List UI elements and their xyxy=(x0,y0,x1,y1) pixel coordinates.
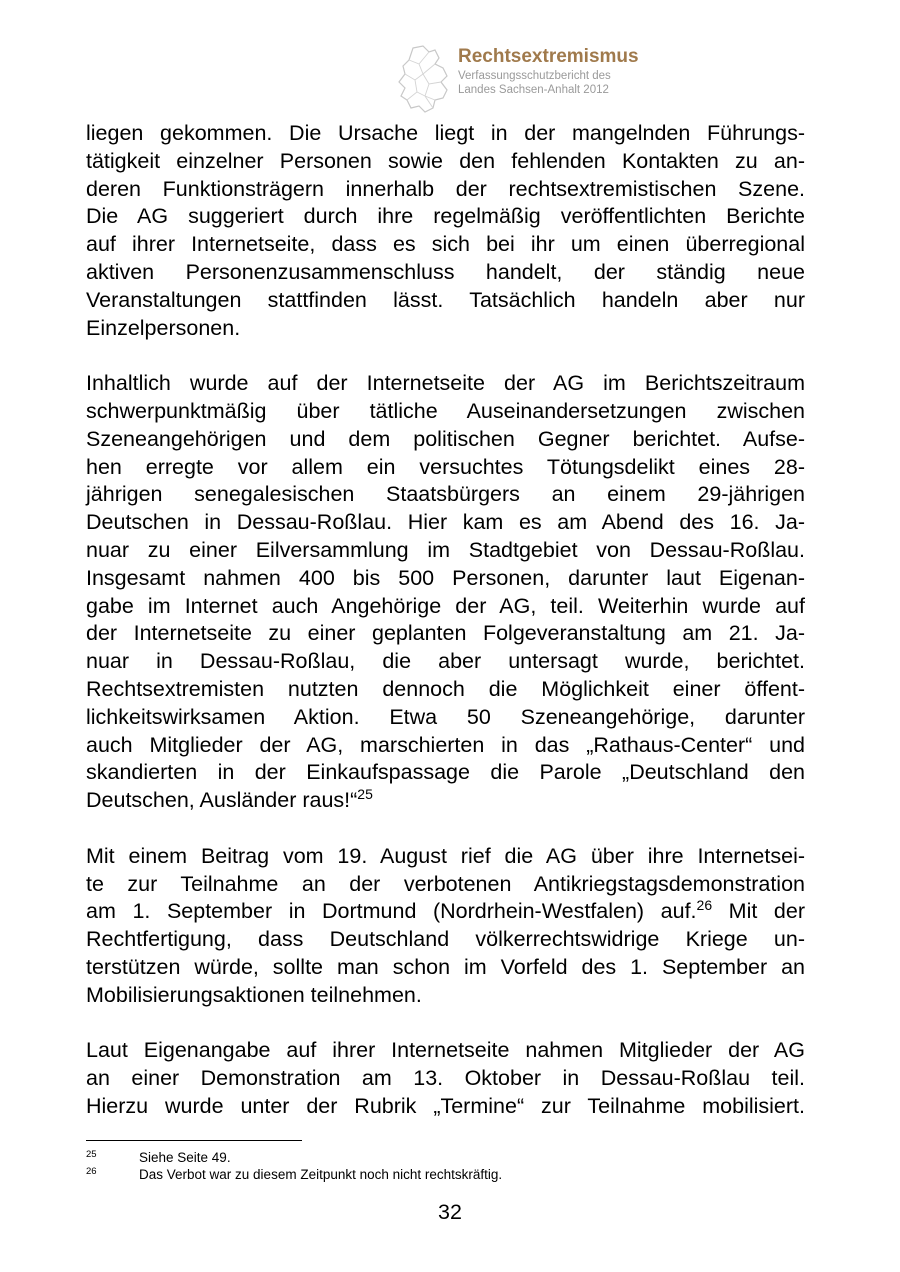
text-line: tätigkeit einzelner Personen sowie den fehlenden Kontakten zu an- xyxy=(86,148,805,173)
text-line: lichkeitswirksamen Aktion. Etwa 50 Szeneangehörige, darunter xyxy=(86,704,805,729)
footnote-ref-26[interactable]: 26 xyxy=(696,897,713,914)
text-line: Laut Eigenangabe auf ihrer Internetseite nahmen Mitglieder der AG xyxy=(86,1038,805,1063)
paragraph-3 xyxy=(86,843,805,1010)
header-subtitle-line1: Verfassungsschutzbericht des xyxy=(458,70,611,82)
paragraph-2 xyxy=(86,370,805,815)
text-line: Hierzu wurde unter der Rubrik „Termine“ zur Teilnahme mobilisiert. xyxy=(86,1093,805,1118)
main-text xyxy=(86,120,805,1121)
text-line-continuation: Mit der xyxy=(712,899,805,924)
text-line: Inhaltlich wurde auf der Internetseite der AG im Berichtszeitraum xyxy=(86,371,805,396)
text-line xyxy=(86,787,805,815)
paragraph-4 xyxy=(86,1037,805,1120)
footnote-text: Das Verbot war zu diesem Zeitpunkt noch nicht rechtskräftig. xyxy=(139,1167,503,1182)
footnote-number: 26 xyxy=(86,1166,97,1177)
header-subtitle-line2: Landes Sachsen-Anhalt 2012 xyxy=(458,84,609,96)
text-line: Einzelpersonen. xyxy=(86,315,241,340)
text-line: auch Mitglieder der AG, marschierten in das „Rathaus-Center“ und xyxy=(86,732,805,757)
text-line: nuar zu einer Eilversammlung im Stadtgebiet von Dessau-Roßlau. xyxy=(86,537,805,562)
footnote-ref-25[interactable]: 25 xyxy=(357,786,373,803)
text-line-content: Deutschen, Ausländer raus!“ xyxy=(86,788,358,813)
text-line: Rechtfertigung, dass Deutschland völkerrechtswidrige Kriege un- xyxy=(86,927,805,952)
text-line: liegen gekommen. Die Ursache liegt in der mangelnden Führungs- xyxy=(86,121,805,145)
paragraph-1 xyxy=(86,120,805,342)
text-line: an einer Demonstration am 13. Oktober in Dessau-Roßlau teil. xyxy=(86,1066,805,1091)
text-line: schwerpunktmäßig über tätliche Auseinandersetzungen zwischen xyxy=(86,398,805,423)
text-line: Mit einem Beitrag vom 19. August rief die AG über ihre Internetsei- xyxy=(86,843,805,868)
text-line: te zur Teilnahme an der verbotenen Antikriegstagsdemonstration xyxy=(86,871,805,896)
text-line: nuar in Dessau-Roßlau, die aber untersagt wurde, berichtet. xyxy=(86,649,805,674)
footnote-text: Siehe Seite 49. xyxy=(139,1150,231,1165)
header-title: Rechtsextremismus xyxy=(458,46,639,67)
text-line: Die AG suggeriert durch ihre regelmäßig veröffentlichten Berichte xyxy=(86,204,805,229)
text-line: Mobilisierungsaktionen teilnehmen. xyxy=(86,982,422,1007)
text-line: auf ihrer Internetseite, dass es sich bei ihr um einen überregional xyxy=(86,232,805,257)
text-line: Deutschen in Dessau-Roßlau. Hier kam es am Abend des 16. Ja- xyxy=(86,510,805,535)
text-line: Insgesamt nahmen 400 bis 500 Personen, darunter laut Eigenan- xyxy=(86,565,805,590)
page-number: 32 xyxy=(438,1200,462,1224)
text-line: Rechtsextremisten nutzten dennoch die Möglichkeit einer öffent- xyxy=(86,676,805,701)
saxony-anhalt-map-icon xyxy=(395,44,455,114)
footnote-separator xyxy=(86,1140,302,1141)
text-line: terstützen würde, sollte man schon im Vorfeld des 1. September an xyxy=(86,954,805,979)
text-line: jährigen senegalesischen Staatsbürgers an einem 29-jährigen xyxy=(86,482,805,507)
text-line: hen erregte vor allem ein versuchtes Tötungsdelikt eines 28- xyxy=(86,454,805,479)
text-line: aktiven Personenzusammenschluss handelt, der ständig neue xyxy=(86,259,805,284)
text-line: gabe im Internet auch Angehörige der AG, teil. Weiterhin wurde auf xyxy=(86,593,805,618)
text-line: deren Funktionsträgern innerhalb der rechtsextremistischen Szene. xyxy=(86,176,805,201)
text-line xyxy=(86,898,805,926)
footnote-number: 25 xyxy=(86,1149,97,1160)
text-line: skandierten in der Einkaufspassage die Parole „Deutschland den xyxy=(86,760,805,785)
text-line: Szeneangehörigen und dem politischen Gegner berichtet. Aufse- xyxy=(86,426,805,451)
page-header xyxy=(395,44,715,116)
text-line: Veranstaltungen stattfinden lässt. Tatsächlich handeln aber nur xyxy=(86,287,805,312)
text-line: der Internetseite zu einer geplanten Folgeveranstaltung am 21. Ja- xyxy=(86,621,805,646)
text-line-content: am 1. September in Dortmund (Nordrhein-Westfalen) auf. xyxy=(86,899,697,924)
